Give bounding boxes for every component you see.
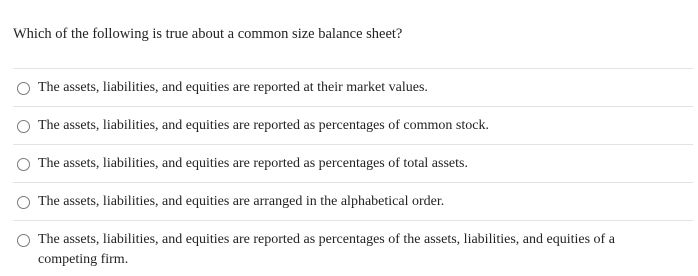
- radio-button-1[interactable]: [17, 82, 30, 95]
- answer-option-2-label[interactable]: The assets, liabilities, and equities are reported as percentages of common stock.: [38, 118, 489, 133]
- answer-option-4[interactable]: [13, 182, 693, 220]
- answer-option-1[interactable]: [13, 68, 693, 106]
- answer-option-3[interactable]: [13, 144, 693, 182]
- answer-options: [13, 68, 693, 272]
- answer-option-5[interactable]: [13, 220, 693, 272]
- answer-option-4-label[interactable]: The assets, liabilities, and equities are arranged in the alphabetical order.: [38, 194, 445, 209]
- radio-button-3[interactable]: [17, 158, 30, 171]
- answer-option-2[interactable]: [13, 106, 693, 144]
- radio-button-2[interactable]: [17, 120, 30, 133]
- question-text: Which of the following is true about a common size balance sheet?: [13, 26, 403, 42]
- answer-option-1-label[interactable]: The assets, liabilities, and equities are reported at their market values.: [38, 80, 428, 95]
- radio-button-5[interactable]: [17, 234, 30, 247]
- radio-button-4[interactable]: [17, 196, 30, 209]
- answer-option-3-label[interactable]: The assets, liabilities, and equities are reported as percentages of total assets.: [38, 156, 468, 171]
- answer-option-5-label[interactable]: The assets, liabilities, and equities are reported as percentages of the assets, liabilities, and equities of a competing firm.: [38, 232, 615, 267]
